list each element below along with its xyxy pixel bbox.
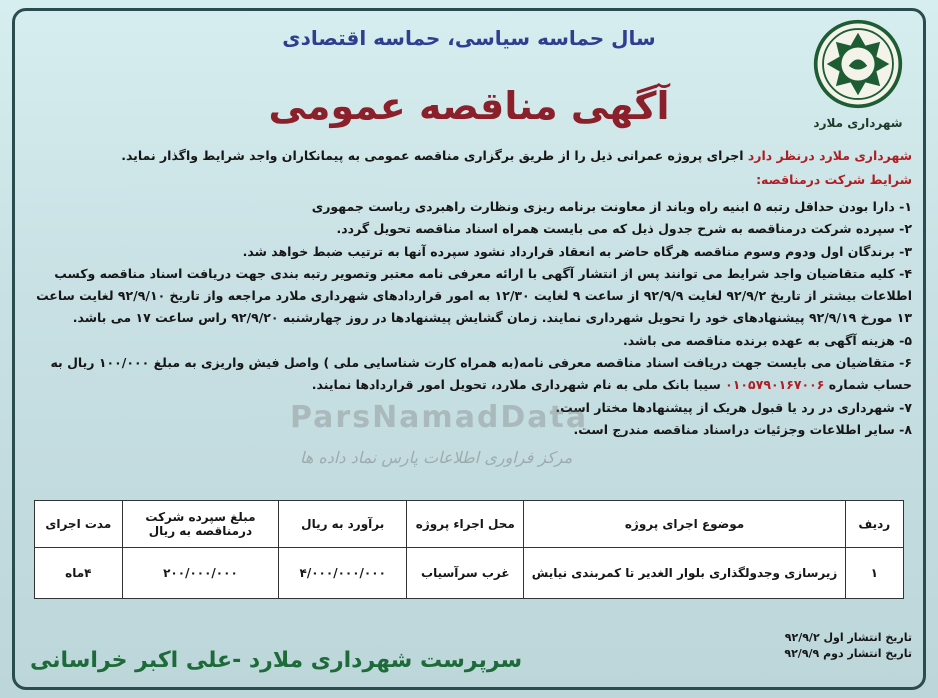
year-slogan: سال حماسه سیاسی، حماسه اقتصادی	[282, 26, 656, 50]
condition-item	[20, 352, 912, 397]
cell-subject: زیرسازی وجدولگذاری بلوار الغدیر تا کمربندی نیایش	[524, 548, 845, 599]
col-header-duration: مدت اجرای	[35, 501, 123, 548]
cell-deposit: ۲۰۰/۰۰۰/۰۰۰	[122, 548, 279, 599]
second-publication-date: تاریخ انتشار دوم ۹۲/۹/۹	[784, 647, 912, 660]
first-publication-date: تاریخ انتشار اول ۹۲/۹/۲	[784, 631, 912, 644]
col-header-estimate: برآورد به ریال	[279, 501, 407, 548]
condition-item: ۲- سپرده شرکت درمناقصه به شرح جدول ذیل که می بایست همراه اسناد مناقصه تحویل گردد.	[336, 221, 912, 237]
col-header-row-number: ردیف	[845, 501, 903, 548]
cell-location: غرب سرآسیاب	[407, 548, 524, 599]
condition-item: ۷- شهرداری در رد یا قبول هریک از پیشنهادها مختار است.	[555, 399, 912, 415]
cell-estimate: ۴/۰۰۰/۰۰۰/۰۰۰	[279, 548, 407, 599]
condition-item: ۱- دارا بودن حداقل رتبه ۵ ابنیه راه وباند از معاونت برنامه ریزی ونظارت راهبردی ریاست جمهوری	[311, 199, 912, 214]
municipality-emblem-icon	[812, 18, 904, 110]
cell-duration: ۴ماه	[35, 548, 123, 599]
condition-item: ۸- سایر اطلاعات وجزئیات دراسناد مناقصه مندرج است.	[573, 421, 912, 437]
col-header-deposit: مبلغ سپرده شرکت درمناقصه به ریال	[122, 501, 279, 548]
col-header-subject: موضوع اجرای پروژه	[524, 501, 845, 548]
municipality-logo	[804, 18, 912, 138]
notice-title: آگهی مناقصه عمومی	[268, 84, 670, 128]
signature: سرپرست شهرداری ملارد -علی اکبر خراسانی	[30, 648, 523, 673]
condition-6-text: ۶- متقاضیان می بایست جهت دریافت اسناد مناقصه معرفی نامه(به همراه کارت شناسایی ملی ) واصل فیش واریزی به مبلغ ۱۰۰/۰۰۰ ریال به حساب شماره	[50, 355, 912, 393]
intro-paragraph	[20, 146, 912, 166]
intro-lead: شهرداری ملارد درنظر دارد	[747, 148, 912, 163]
publication-dates	[784, 630, 912, 662]
table-row	[35, 548, 904, 599]
conditions-heading: شرایط شرکت درمناقصه:	[756, 172, 912, 187]
condition-item: ۳- برندگان اول ودوم وسوم مناقصه هرگاه حاضر به انعقاد قرارداد نشود سپرده آنها به ترتیب ضبط خواهد شد.	[242, 243, 912, 259]
condition-6-tail: سیبا بانک ملی به نام شهرداری ملارد، تحویل امور قراردادها نمایند.	[311, 377, 726, 393]
watermark-subtitle: مرکز فراوری اطلاعات پارس نماد داده ها	[300, 448, 573, 467]
logo-caption: شهرداری ملارد	[813, 116, 903, 130]
project-table	[34, 500, 904, 599]
account-number: ۰۱۰۵۷۹۰۱۶۷۰۰۶	[725, 377, 825, 393]
watermark-brand: ParsNamadData	[290, 400, 589, 435]
condition-item: ۴- کلیه متقاضیان واجد شرایط می توانند پس از انتشار آگهی با ارائه معرفی نامه معتبر وتصویر رتبه بندی جهت دریافت اسناد مناقصه وکسب اطلاعات بیشتر از تاریخ ۹۲/۹/۲ لغایت ۹۲/۹/۹ از ساعت ۹ لغایت ۱۲/۳۰ به امور قراردادهای شهرداری ملارد مراجعه واز تاریخ ۹۲/۹/۱۰ لغایت ساعت ۱۳ مورخ ۹۲/۹/۱۹ پیشنهادهای خود را تحویل شهرداری نمایند. زمان گشایش پیشنهادها در روز چهارشنبه ۹۲/۹/۲۰ راس ساعت ۱۷ می باشد.	[36, 265, 912, 326]
cell-row-number: ۱	[845, 548, 903, 599]
intro-rest: اجرای پروژه عمرانی ذیل را از طریق برگزاری مناقصه عمومی به پیمانکاران واجد شرایط واگذار نماید.	[121, 148, 748, 163]
condition-item: ۵- هزینه آگهی به عهده برنده مناقصه می باشد.	[623, 332, 912, 348]
table-header-row	[35, 501, 904, 548]
col-header-location: محل اجراء پروژه	[407, 501, 524, 548]
